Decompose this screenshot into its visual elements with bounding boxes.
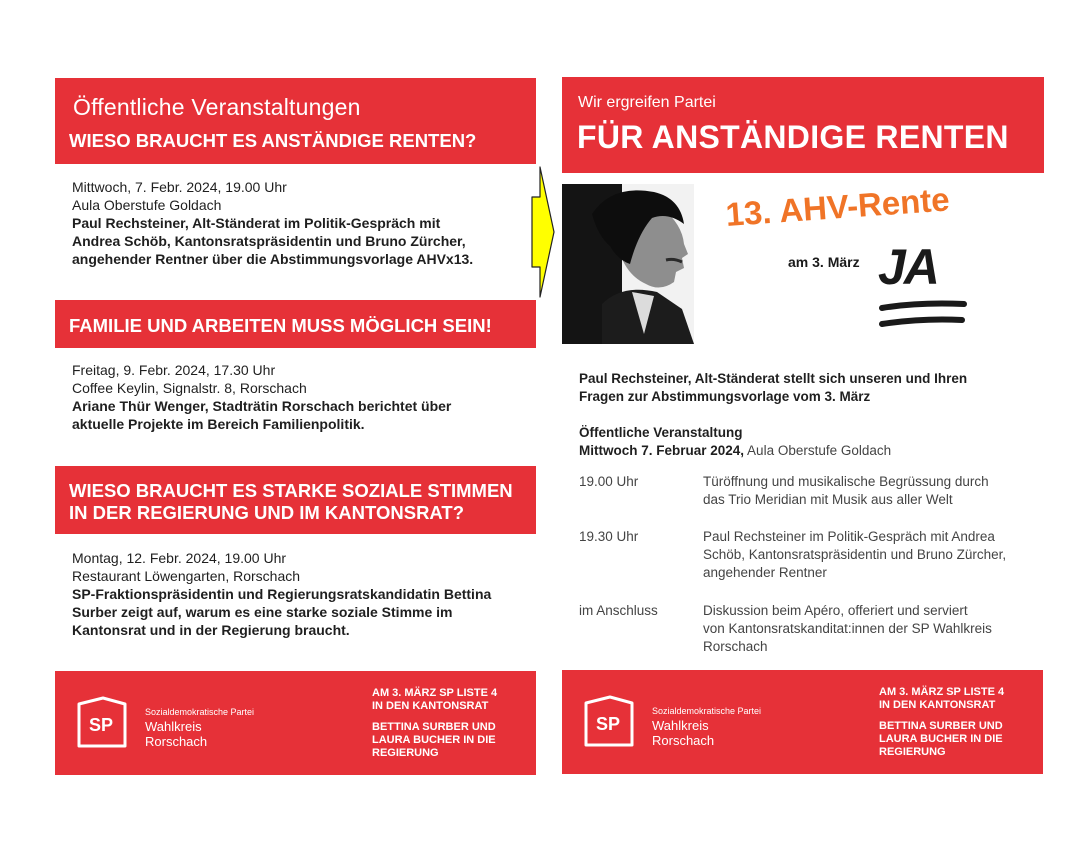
section-title-line: IN DER REGIERUNG UND IM KANTONSRAT? [69,502,465,523]
footer-campaign-line: IN DEN KANTONSRAT [372,700,489,712]
right-intro-line: Paul Rechsteiner, Alt-Ständerat stellt sich unseren und Ihren [579,371,968,386]
footer-campaign-text [879,686,1029,759]
program-desc [703,528,1033,582]
section-title-line: WIESO BRAUCHT ES STARKE SOZIALE STIMMEN [69,480,513,501]
event-1-desc-line: angehender Rentner über die Abstimmungsvorlage AHVx13. [72,251,474,267]
right-footer [562,670,1043,774]
right-intro [579,370,1019,406]
ja-vote-text: JA [878,239,938,295]
event-1 [72,178,527,268]
portrait-photo [562,184,694,344]
ahv-date: am 3. März [788,254,860,270]
footer-party: Sozialdemokratische Partei [145,707,255,717]
sp-logo-text: SP [595,714,621,734]
sp-logo [73,696,129,752]
event-1-desc-line: Andrea Schöb, Kantonsratspräsidentin und Bruno Zürcher, [72,233,466,249]
program-desc-line: Schöb, Kantonsratspräsidentin und Bruno Zürcher, [703,547,1007,562]
event-2-desc-line: aktuelle Projekte im Bereich Familienpolitik. [72,416,365,432]
program-time: 19.30 Uhr [579,529,639,544]
footer-campaign-line: IN DEN KANTONSRAT [879,699,996,711]
footer-region-line: Rorschach [652,733,715,748]
left-header-title: WIESO BRAUCHT ES ANSTÄNDIGE RENTEN? [69,130,477,151]
footer-campaign-line: AM 3. MÄRZ SP LISTE 4 [879,686,1005,698]
right-event-label: Öffentliche Veranstaltung [579,425,743,440]
event-2-place: Coffee Keylin, Signalstr. 8, Rorschach [72,380,307,396]
right-event-date: Mittwoch 7. Februar 2024, [579,443,745,458]
footer-region-line: Wahlkreis [652,718,709,733]
right-header [562,77,1044,173]
footer-campaign-line: BETTINA SURBER UND [372,721,496,733]
ja-underline-icon [878,298,968,334]
event-3 [72,549,527,639]
footer-campaign-line: AM 3. MÄRZ SP LISTE 4 [372,687,498,699]
ahv-slogan: 13. AHV-Rente [724,180,951,234]
right-event-info [579,424,1019,460]
footer-campaign-text [372,687,522,760]
event-3-desc-line: Kantonsrat und in der Regierung braucht. [72,622,350,638]
event-3-desc-line: Surber zeigt auf, warum es eine starke soziale Stimme im [72,604,453,620]
section-header-stimmen [55,466,536,534]
event-1-desc-line: Paul Rechsteiner, Alt-Ständerat im Politik-Gespräch mit [72,215,441,231]
footer-region-line: Wahlkreis [145,719,202,734]
program-desc-line: Türöffnung und musikalische Begrüssung durch [703,474,989,489]
event-2-desc-line: Ariane Thür Wenger, Stadträtin Rorschach berichtet über [72,398,452,414]
footer-campaign-line: LAURA BUCHER IN DIE [879,733,1003,745]
footer-campaign-line: REGIERUNG [372,747,439,759]
event-1-date: Mittwoch, 7. Febr. 2024, 19.00 Uhr [72,179,287,195]
event-2 [72,361,527,433]
program-time: im Anschluss [579,603,658,618]
footer-region-line: Rorschach [145,734,208,749]
program-desc [703,473,1033,509]
event-1-place: Aula Oberstufe Goldach [72,197,222,213]
left-footer [55,671,536,775]
event-2-date: Freitag, 9. Febr. 2024, 17.30 Uhr [72,362,276,378]
arrow-right-icon [530,165,556,300]
right-intro-line: Fragen zur Abstimmungsvorlage vom 3. März [579,389,871,404]
program-desc [703,602,1033,656]
sp-logo-text: SP [88,715,114,735]
sp-logo [580,695,636,751]
program-time: 19.00 Uhr [579,474,639,489]
section-title-stimmen [69,480,529,524]
left-header-events [55,78,536,164]
program-desc-line: Diskussion beim Apéro, offeriert und serviert [703,603,968,618]
footer-region [145,719,207,749]
left-header-subtitle: Öffentliche Veranstaltungen [73,94,361,120]
program-desc-line: von Kantonsratskanditat:innen der SP Wahlkreis [703,621,992,636]
right-event-place: Aula Oberstufe Goldach [744,443,892,458]
event-3-desc-line: SP-Fraktionspräsidentin und Regierungsratskandidatin Bettina [72,586,492,602]
right-header-title: FÜR ANSTÄNDIGE RENTEN [577,119,1009,155]
footer-campaign-line: REGIERUNG [879,746,946,758]
footer-campaign-line: BETTINA SURBER UND [879,720,1003,732]
footer-region [652,718,714,748]
event-3-date: Montag, 12. Febr. 2024, 19.00 Uhr [72,550,287,566]
event-3-place: Restaurant Löwengarten, Rorschach [72,568,301,584]
section-header-familie [55,300,536,348]
footer-party: Sozialdemokratische Partei [652,706,762,716]
right-header-subtitle: Wir ergreifen Partei [578,94,716,111]
footer-campaign-line: LAURA BUCHER IN DIE [372,734,496,746]
program-desc-line: Paul Rechsteiner im Politik-Gespräch mit Andrea [703,529,995,544]
program-desc-line: Rorschach [703,639,768,654]
program-desc-line: angehender Rentner [703,565,827,580]
section-title-familie: FAMILIE UND ARBEITEN MUSS MÖGLICH SEIN! [69,315,492,336]
program-desc-line: das Trio Meridian mit Musik aus aller Welt [703,492,953,507]
